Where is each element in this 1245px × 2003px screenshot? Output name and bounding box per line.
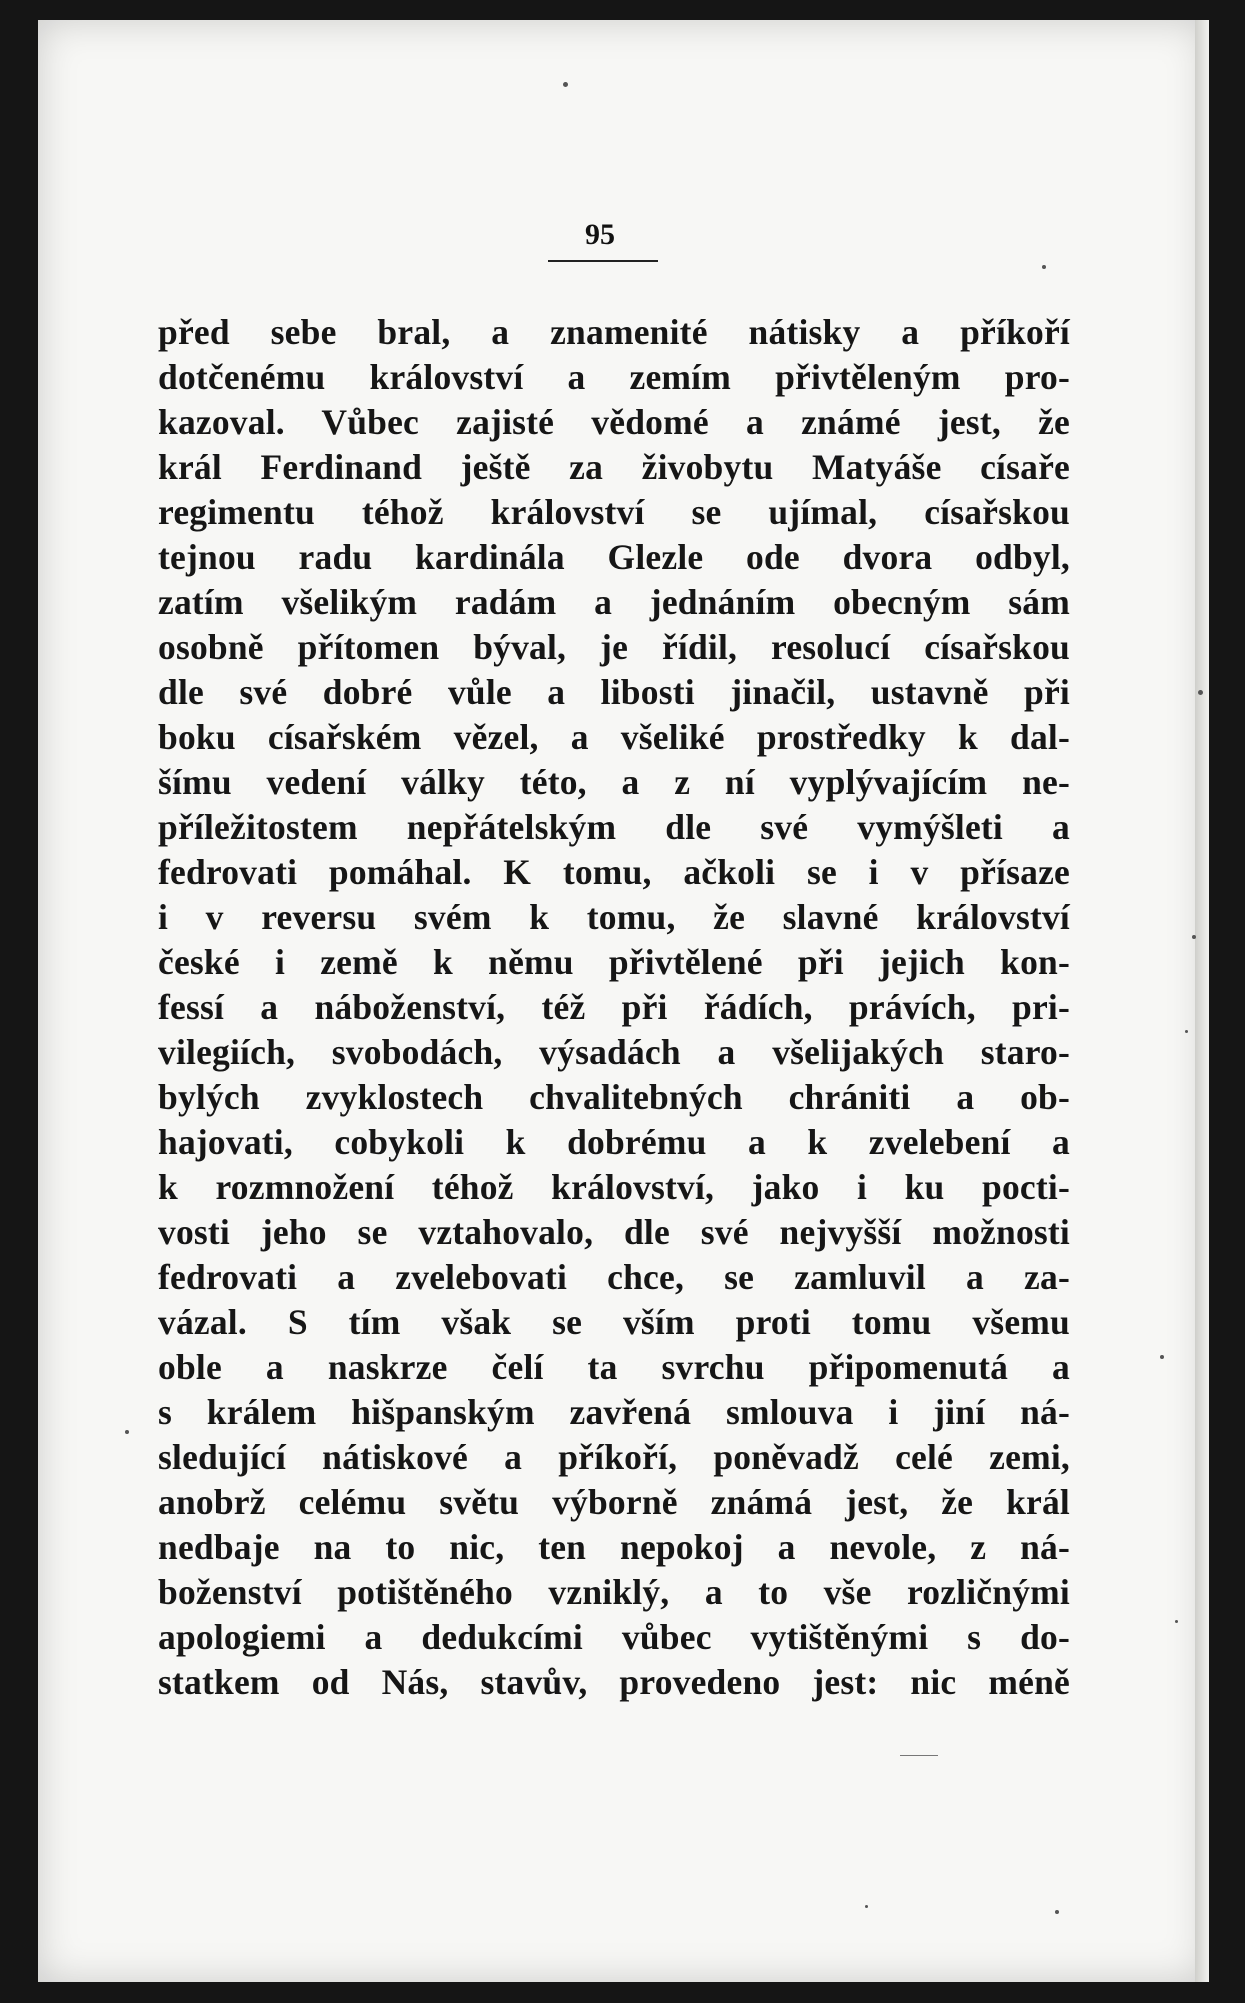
text-line: statkem od Nás, stavův, provedeno jest: nic méně xyxy=(158,1662,1070,1702)
text-line: hajovati, cobykoli k dobrému a k zvelebení a xyxy=(158,1122,1070,1162)
text-line: s králem hišpanským zavřená smlouva i jiní ná- xyxy=(158,1392,1070,1432)
text-line: tejnou radu kardinála Glezle ode dvora odbyl, xyxy=(158,537,1070,577)
text-line: fedrovati pomáhal. K tomu, ačkoli se i v přísaze xyxy=(158,852,1070,892)
text-line: vázal. S tím však se vším proti tomu všemu xyxy=(158,1302,1070,1342)
text-line: zatím všelikým radám a jednáním obecným sám xyxy=(158,582,1070,622)
text-line: fessí a náboženství, též při řádích, právích, pri- xyxy=(158,987,1070,1027)
text-line: osobně přítomen býval, je řídil, resolucí císařskou xyxy=(158,627,1070,667)
body-text xyxy=(158,310,1070,1705)
text-line: k rozmnožení téhož království, jako i ku pocti- xyxy=(158,1167,1070,1207)
text-line: apologiemi a dedukcími vůbec vytištěnými s do- xyxy=(158,1617,1070,1657)
page-number: 95 xyxy=(585,218,615,251)
text-line: bylých zvyklostech chvalitebných chrániti a ob- xyxy=(158,1077,1070,1117)
text-line: vilegiích, svobodách, výsadách a všelijakých staro- xyxy=(158,1032,1070,1072)
rule-mark xyxy=(900,1755,938,1756)
text-line: dle své dobré vůle a libosti jinačil, ustavně při xyxy=(158,672,1070,712)
text-line: dotčenému království a zemím přivtěleným pro- xyxy=(158,357,1070,397)
text-line: král Ferdinand ještě za živobytu Matyáše císaře xyxy=(158,447,1070,487)
text-line: i v reversu svém k tomu, že slavné království xyxy=(158,897,1070,937)
page-number-rule xyxy=(548,260,658,262)
text-line: nedbaje na to nic, ten nepokoj a nevole, z ná- xyxy=(158,1527,1070,1567)
text-line: sledující nátiskové a příkoří, poněvadž celé zemi, xyxy=(158,1437,1070,1477)
text-line: vosti jeho se vztahovalo, dle své nejvyšší možnosti xyxy=(158,1212,1070,1252)
text-line: před sebe bral, a znamenité nátisky a příkoří xyxy=(158,312,1070,352)
text-line: kazoval. Vůbec zajisté vědomé a známé jest, že xyxy=(158,402,1070,442)
text-line: regimentu téhož království se ujímal, císařskou xyxy=(158,492,1070,532)
text-line: české i země k němu přivtělené při jejich kon- xyxy=(158,942,1070,982)
text-line: anobrž celému světu výborně známá jest, že král xyxy=(158,1482,1070,1522)
text-line: boženství potištěného vzniklý, a to vše rozličnými xyxy=(158,1572,1070,1612)
text-line: příležitostem nepřátelským dle své vymýšleti a xyxy=(158,807,1070,847)
text-line: šímu vedení války této, a z ní vyplývajícím ne- xyxy=(158,762,1070,802)
text-line: fedrovati a zvelebovati chce, se zamluvil a za- xyxy=(158,1257,1070,1297)
page-edge xyxy=(1195,20,1209,1982)
text-line: oble a naskrze čelí ta svrchu připomenutá a xyxy=(158,1347,1070,1387)
text-line: boku císařském vězel, a všeliké prostředky k dal- xyxy=(158,717,1070,757)
